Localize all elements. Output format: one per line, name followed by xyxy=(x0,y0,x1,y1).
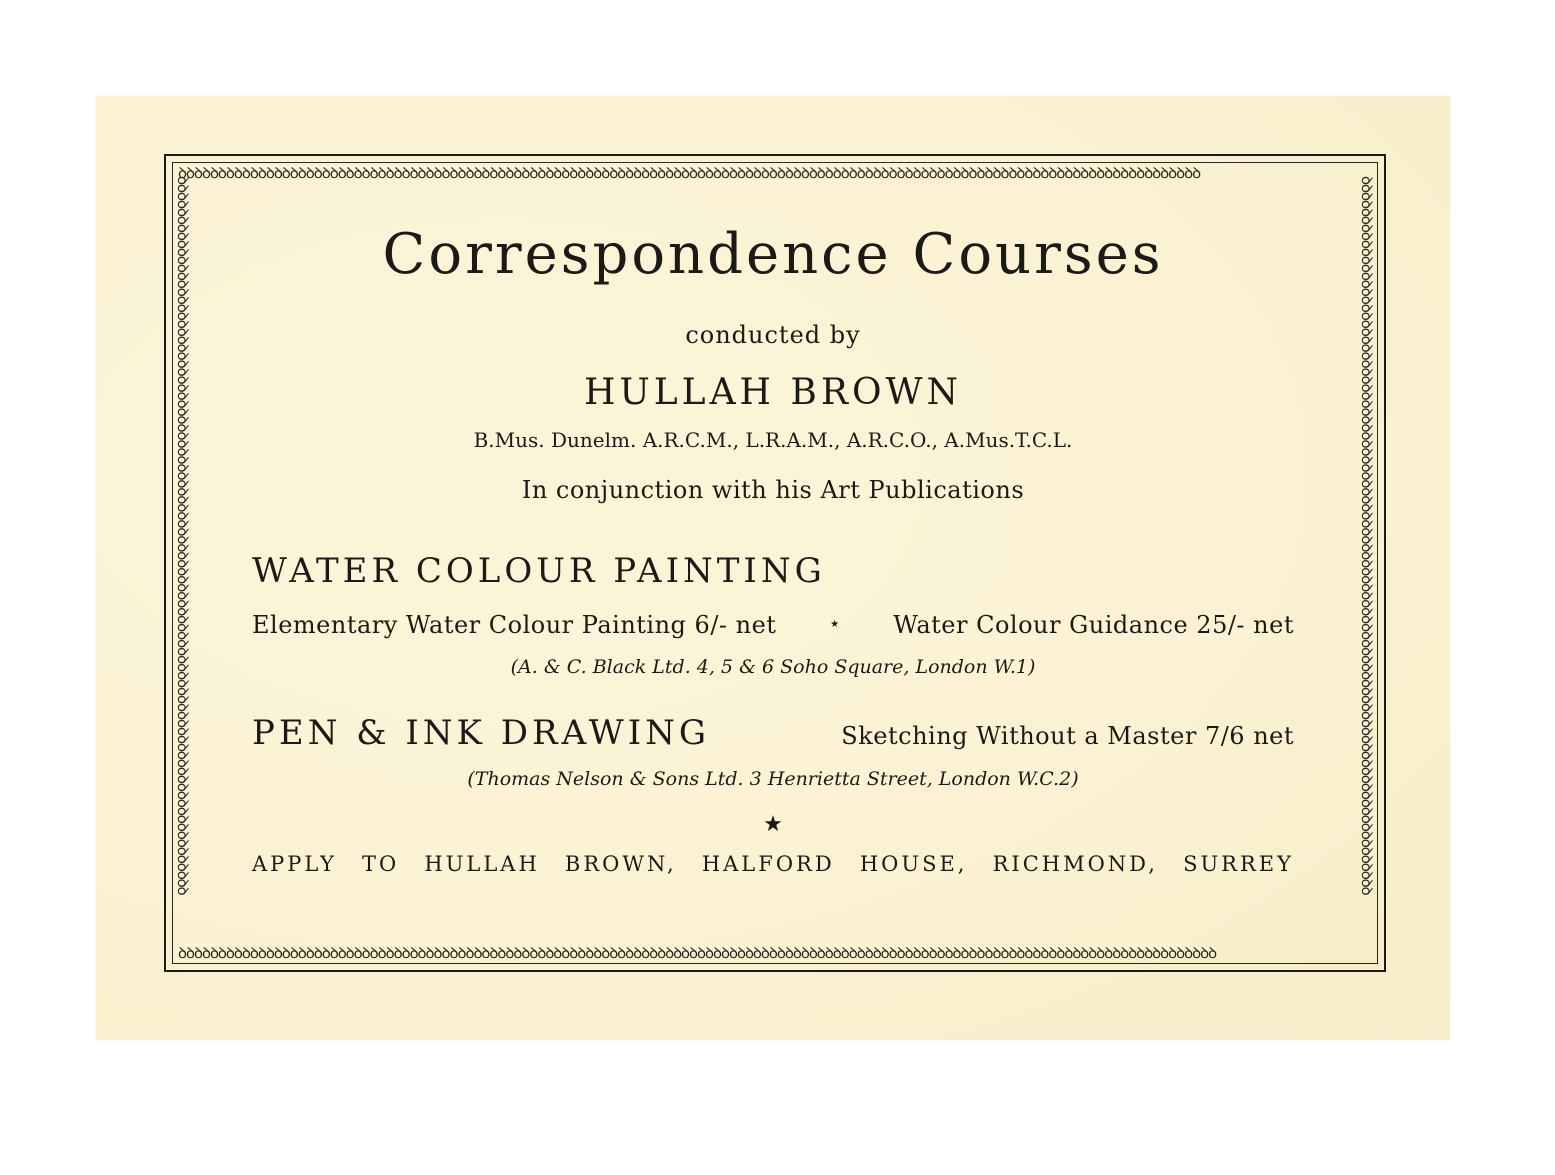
pen-ink-publisher: (Thomas Nelson & Sons Ltd. 3 Henrietta Street, London W.C.2) xyxy=(467,768,1079,790)
water-colour-books xyxy=(252,611,1294,639)
book-sketching-without-master: Sketching Without a Master 7/6 net xyxy=(841,722,1294,750)
apply-address: APPLY TO HULLAH BROWN, HALFORD HOUSE, RICHMOND, SURREY xyxy=(252,852,1294,876)
chain-border-right: ꝺꝺꝺꝺꝺꝺꝺꝺꝺꝺꝺꝺꝺꝺꝺꝺꝺꝺꝺꝺꝺꝺꝺꝺꝺꝺꝺꝺꝺꝺꝺꝺꝺꝺꝺꝺꝺꝺꝺꝺꝺꝺꝺꝺꝺꝺꝺꝺꝺꝺꝺꝺꝺꝺꝺꝺꝺꝺꝺꝺꝺꝺꝺꝺꝺꝺꝺꝺꝺꝺꝺꝺꝺꝺꝺꝺꝺꝺꝺꝺꝺꝺꝺꝺꝺꝺꝺꝺꝺꝺ xyxy=(1358,176,1376,895)
book-water-colour-guidance: Water Colour Guidance 25/- net xyxy=(893,611,1294,639)
divider-star-icon: ★ xyxy=(763,812,783,837)
pen-ink-heading: PEN & INK DRAWING xyxy=(252,713,711,753)
qualifications-text: B.Mus. Dunelm. A.R.C.M., L.R.A.M., A.R.C.O., A.Mus.T.C.L. xyxy=(473,428,1073,452)
book-elementary-water-colour: Elementary Water Colour Painting 6/- net xyxy=(252,611,777,639)
conducted-by-text: conducted by xyxy=(685,321,861,349)
chain-border-top: ꝺꝺꝺꝺꝺꝺꝺꝺꝺꝺꝺꝺꝺꝺꝺꝺꝺꝺꝺꝺꝺꝺꝺꝺꝺꝺꝺꝺꝺꝺꝺꝺꝺꝺꝺꝺꝺꝺꝺꝺꝺꝺꝺꝺꝺꝺꝺꝺꝺꝺꝺꝺꝺꝺꝺꝺꝺꝺꝺꝺꝺꝺꝺꝺꝺꝺꝺꝺꝺꝺꝺꝺꝺꝺꝺꝺꝺꝺꝺꝺꝺꝺꝺꝺꝺꝺꝺꝺꝺꝺꝺꝺꝺꝺꝺꝺꝺꝺꝺꝺꝺꝺꝺꝺꝺꝺꝺꝺꝺꝺꝺꝺꝺꝺꝺꝺꝺꝺꝺꝺꝺꝺꝺꝺꝺꝺꝺꝺ xyxy=(178,164,1201,182)
water-colour-publisher: (A. & C. Black Ltd. 4, 5 & 6 Soho Square, London W.1) xyxy=(510,656,1036,678)
water-colour-heading: WATER COLOUR PAINTING xyxy=(252,551,826,591)
advertisement-card xyxy=(96,96,1450,1040)
conjunction-text: In conjunction with his Art Publications xyxy=(521,476,1025,504)
separator-star-icon: ⋆ xyxy=(828,611,842,635)
pen-ink-row xyxy=(252,713,1294,753)
chain-border-bottom: ꝺꝺꝺꝺꝺꝺꝺꝺꝺꝺꝺꝺꝺꝺꝺꝺꝺꝺꝺꝺꝺꝺꝺꝺꝺꝺꝺꝺꝺꝺꝺꝺꝺꝺꝺꝺꝺꝺꝺꝺꝺꝺꝺꝺꝺꝺꝺꝺꝺꝺꝺꝺꝺꝺꝺꝺꝺꝺꝺꝺꝺꝺꝺꝺꝺꝺꝺꝺꝺꝺꝺꝺꝺꝺꝺꝺꝺꝺꝺꝺꝺꝺꝺꝺꝺꝺꝺꝺꝺꝺꝺꝺꝺꝺꝺꝺꝺꝺꝺꝺꝺꝺꝺꝺꝺꝺꝺꝺꝺꝺꝺꝺꝺꝺꝺꝺꝺꝺꝺꝺꝺꝺꝺꝺꝺꝺꝺꝺꝺꝺ xyxy=(178,944,1217,962)
instructor-name: HULLAH BROWN xyxy=(584,372,962,413)
page-title: Correspondence Courses xyxy=(382,222,1164,287)
chain-border-left: ꝺꝺꝺꝺꝺꝺꝺꝺꝺꝺꝺꝺꝺꝺꝺꝺꝺꝺꝺꝺꝺꝺꝺꝺꝺꝺꝺꝺꝺꝺꝺꝺꝺꝺꝺꝺꝺꝺꝺꝺꝺꝺꝺꝺꝺꝺꝺꝺꝺꝺꝺꝺꝺꝺꝺꝺꝺꝺꝺꝺꝺꝺꝺꝺꝺꝺꝺꝺꝺꝺꝺꝺꝺꝺꝺꝺꝺꝺꝺꝺꝺꝺꝺꝺꝺꝺꝺꝺꝺꝺ xyxy=(174,176,192,895)
card-content xyxy=(96,96,1450,1040)
